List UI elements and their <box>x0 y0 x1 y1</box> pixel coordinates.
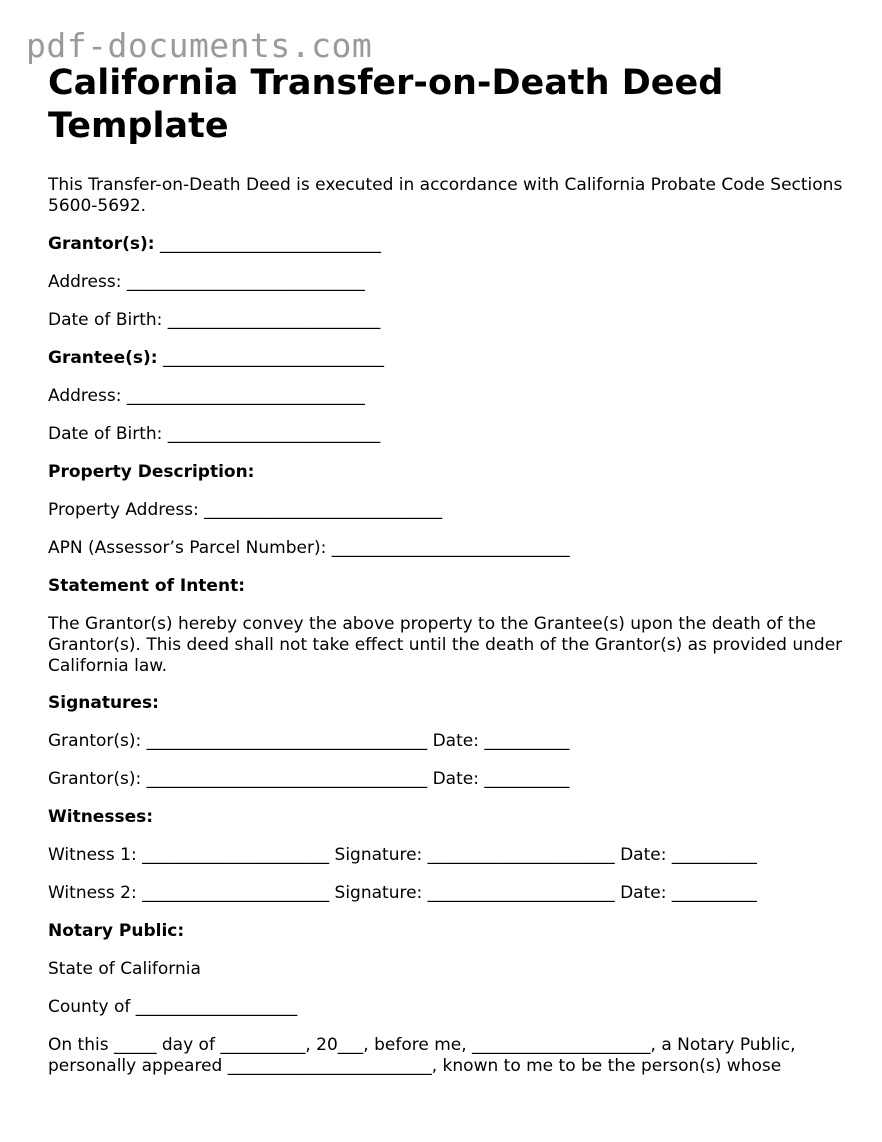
grantor-blank: __________________________ <box>154 234 381 254</box>
witness-line-2: Witness 2: ______________________ Signature: ______________________ Date: __________ <box>48 883 757 903</box>
grantee-dob: Date of Birth: _________________________ <box>48 424 381 444</box>
witnesses-heading: Witnesses: <box>48 807 154 827</box>
signature-line-1: Grantor(s): _________________________________ Date: __________ <box>48 731 570 751</box>
property-address: Property Address: ____________________________ <box>48 500 443 520</box>
grantee-address: Address: ____________________________ <box>48 386 365 406</box>
intent-paragraph: The Grantor(s) hereby convey the above property to the Grantee(s) upon the death of the Grantor(s). This deed shall not take effect until the death of the Grantor(s) as provided under California law. <box>48 614 843 676</box>
notary-paragraph: On this _____ day of __________, 20___, before me, _____________________, a Notary Public, personally appeared ________________________, known to me to be the person(s) whose <box>48 1035 796 1076</box>
property-heading: Property Description: <box>48 462 255 482</box>
grantee-blank: __________________________ <box>157 348 384 368</box>
witness-line-1: Witness 1: ______________________ Signature: ______________________ Date: __________ <box>48 845 757 865</box>
signatures-heading: Signatures: <box>48 693 159 713</box>
signature-line-2: Grantor(s): _________________________________ Date: __________ <box>48 769 570 789</box>
grantor-dob: Date of Birth: _________________________ <box>48 310 381 330</box>
property-apn: APN (Assessor’s Parcel Number): ____________________________ <box>48 538 570 558</box>
watermark: pdf-documents.com <box>26 26 373 65</box>
intent-heading: Statement of Intent: <box>48 576 245 596</box>
page-title: California Transfer-on-Death Deed Template <box>48 63 724 146</box>
grantor-address: Address: ____________________________ <box>48 272 365 292</box>
grantee-label: Grantee(s): <box>48 348 158 368</box>
notary-county: County of ___________________ <box>48 997 298 1017</box>
grantee-line <box>48 348 848 369</box>
grantor-line <box>48 234 848 255</box>
document <box>48 62 848 1077</box>
intro-paragraph: This Transfer-on-Death Deed is executed in accordance with California Probate Code Sections 5600-5692. <box>48 175 843 216</box>
notary-heading: Notary Public: <box>48 921 185 941</box>
grantor-label: Grantor(s): <box>48 234 155 254</box>
notary-state: State of California <box>48 959 201 979</box>
